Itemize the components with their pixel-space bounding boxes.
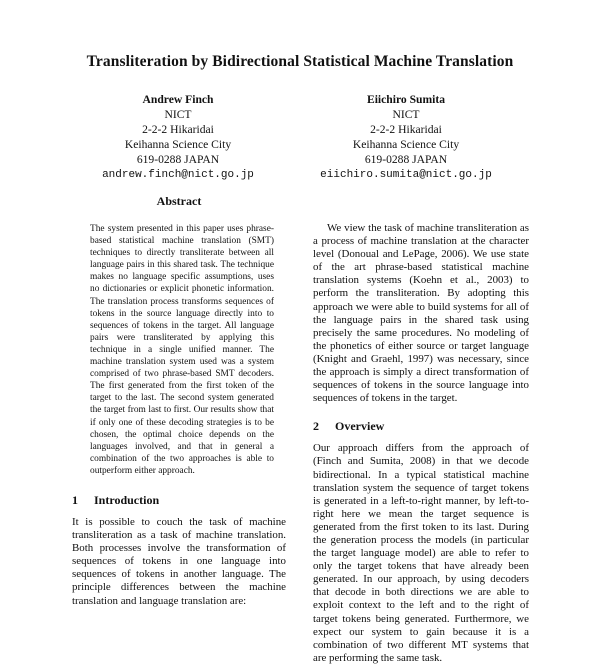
author-affiliation: NICT bbox=[392, 107, 420, 121]
author-address: 2-2-2 Hikaridai bbox=[370, 122, 442, 136]
section-title: Overview bbox=[335, 419, 385, 434]
author-affiliation: NICT bbox=[164, 107, 192, 121]
section-number: 2 bbox=[313, 419, 319, 434]
abstract-heading: Abstract bbox=[156, 194, 202, 208]
section-heading-introduction bbox=[72, 493, 286, 508]
introduction-continued-text: We view the task of machine transliteration as a process of machine translation at the character level (Donoual and LePage, 2006). We use state of the art phrase-based statistical machine translation systems (Koehn et al., 2003) to perform the transliteration. By adopting this approach we were able to build systems for all of the language pairs in the shared task using precisely the same procedures. No modeling of the phonetics of either source or target language (Knight and Graehl, 1997) was necessary, since the approach is simply a direct transformation of sequences of tokens in the source language into sequences of tokens in the target. bbox=[313, 222, 529, 405]
paper-title: Transliteration by Bidirectional Statistical Machine Translation bbox=[86, 53, 514, 70]
author-email: andrew.finch@nict.go.jp bbox=[102, 168, 254, 181]
author-name: Eiichiro Sumita bbox=[366, 93, 446, 106]
abstract-text: The system presented in this paper uses phrase-based statistical machine translation (SMT) techniques to directly transliterate between all language pairs in this shared task. The technique makes no language specific assumptions, uses no dictionaries or explicit phonetic information. The translation process transforms sequences of tokens in the source language directly into to sequences of tokens in the target. All language pairs were transliterated by applying this technique in a single unified manner. The machine translation system used was a system comprised of two phrase-based SMT decoders. The first generated from the first token of the target to the last. The second system generated the target from last to first. Our results show that if only one of these decoding strategies is to be chosen, the optimal choice depends on the languages involved, and that in general a combination of the two approaches is able to outperform either approach. bbox=[90, 224, 274, 476]
left-column bbox=[72, 194, 286, 608]
section-number: 1 bbox=[72, 492, 78, 507]
author-block-1 bbox=[78, 93, 278, 182]
overview-text: Our approach differs from the approach of (Finch and Sumita, 2008) in that we decode bidirectional. In a typical statistical machine translation system the sequence of target tokens is generated in a left-to-right manner, by left-to-right here we mean the target sequence is generated from the first token to its last. During the generation process the models (in particular the target language model) are able to refer to only the target tokens that have already been generated. In our approach, by using decoders that decode in both directions we are able to exploit context to the left and to the right of target tokens being generated. Furthermore, we expect our system to gain because it is a combination of two different MT systems that are performing the same task. bbox=[313, 442, 529, 664]
right-column bbox=[313, 222, 529, 665]
section-heading-overview bbox=[313, 419, 529, 434]
author-address: 2-2-2 Hikaridai bbox=[142, 122, 214, 136]
introduction-text: It is possible to couch the task of machine transliteration as a task of machine translation. Both processes involve the transformation of sequences of tokens in one language into sequences of tokens in another language. The principle differences between the machine translation and language translation are: bbox=[72, 515, 286, 607]
author-address: 619-0288 JAPAN bbox=[364, 152, 448, 166]
author-address: 619-0288 JAPAN bbox=[136, 152, 220, 166]
section-title: Introduction bbox=[94, 492, 160, 507]
author-address: Keihanna Science City bbox=[124, 137, 232, 151]
author-email: eiichiro.sumita@nict.go.jp bbox=[320, 168, 492, 181]
author-name: Andrew Finch bbox=[142, 93, 214, 106]
author-address: Keihanna Science City bbox=[352, 137, 460, 151]
author-block-2 bbox=[306, 93, 506, 182]
